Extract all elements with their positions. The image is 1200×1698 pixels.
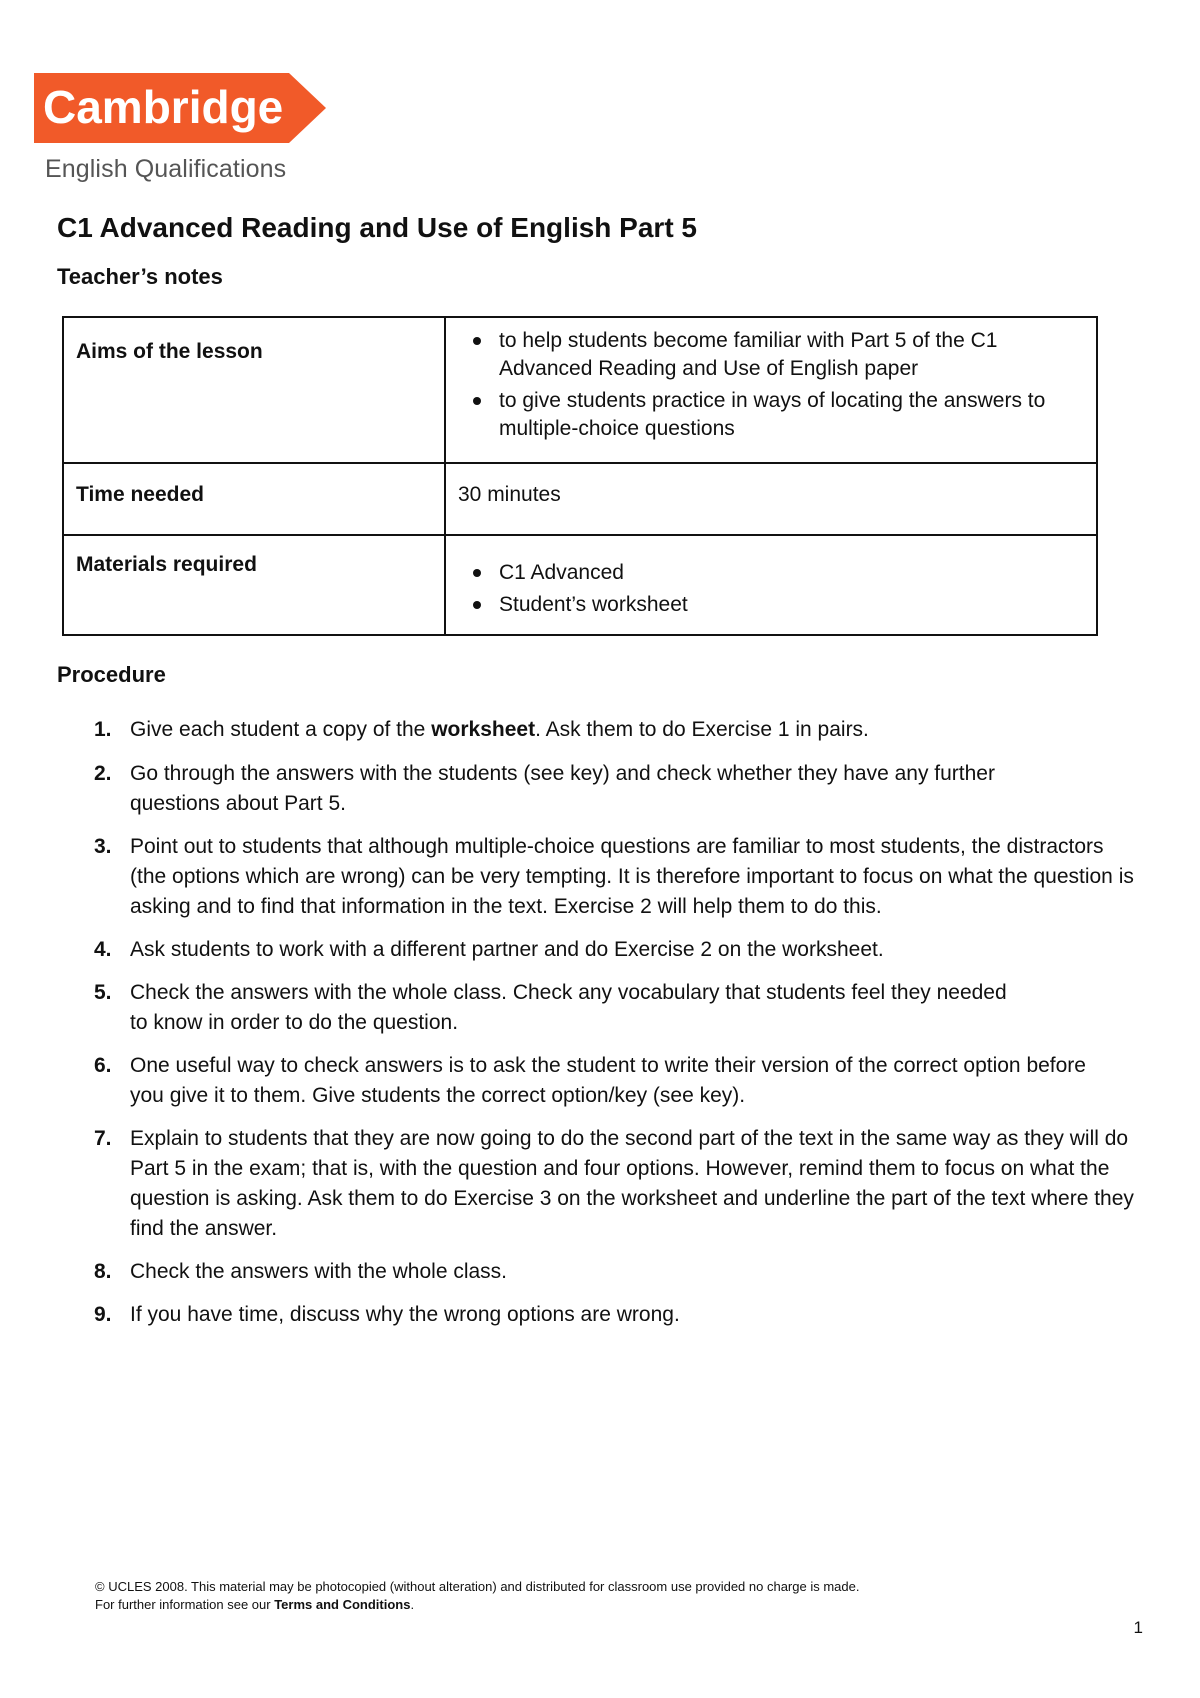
procedure-step: [0, 1124, 1200, 1244]
terms-suffix: .: [410, 1597, 415, 1612]
step-text: Check the answers with the whole class.: [130, 1260, 508, 1283]
terms-line: [95, 1596, 859, 1614]
step-text: One useful way to check answers is to ask the student to write their version of the correct option before you give it to them. Give students the correct option/key (see key).: [130, 1054, 1086, 1107]
procedure-step: [0, 935, 1200, 965]
step-text: . Ask them to do Exercise 1 in pairs.: [535, 718, 869, 741]
aims-list: [458, 327, 1084, 443]
materials-item: Student’s worksheet: [499, 591, 1084, 619]
time-row: [63, 463, 1097, 535]
procedure-step: [0, 978, 1200, 1038]
step-number: 9.: [94, 1303, 112, 1326]
aims-cell: [445, 317, 1097, 463]
step-bold-text: worksheet: [431, 718, 536, 741]
materials-label: Materials required: [63, 535, 445, 635]
copyright-text: © UCLES 2008. This material may be photocopied (without alteration) and distributed for classroom use provided no charge is made.: [95, 1579, 860, 1594]
page-number: 1: [1133, 1618, 1143, 1637]
terms-and-conditions-link[interactable]: Terms and Conditions: [274, 1597, 411, 1612]
procedure-step: [0, 1257, 1200, 1287]
step-text: Explain to students that they are now going to do the second part of the text in the same way as they will do Part 5 in the exam; that is, with the question and four options. However, remind them to focus on what the question is asking. Ask them to do Exercise 3 on the worksheet and underline the part of the text where they find the answer.: [130, 1127, 1134, 1240]
materials-list: [458, 559, 1084, 619]
cambridge-logo: [34, 73, 326, 143]
procedure-step: [0, 832, 1200, 922]
terms-prefix: For further information see our: [95, 1597, 275, 1612]
aims-row: [63, 317, 1097, 463]
aims-label: Aims of the lesson: [63, 317, 445, 463]
procedure-step: [0, 759, 1200, 819]
procedure-step: [0, 1300, 1200, 1330]
step-number: 2.: [94, 762, 112, 785]
procedure-heading: Procedure: [57, 662, 166, 687]
aims-item: to help students become familiar with Part 5 of the C1 Advanced Reading and Use of English paper: [499, 327, 1084, 383]
time-label: Time needed: [63, 463, 445, 535]
step-number: 1.: [94, 718, 112, 741]
logo-brand-text: Cambridge: [43, 81, 284, 133]
cambridge-logo-mark: [34, 73, 326, 143]
step-number: 7.: [94, 1127, 112, 1150]
materials-row: [63, 535, 1097, 635]
aims-item: to give students practice in ways of locating the answers to multiple-choice questions: [499, 387, 1084, 443]
materials-item: C1 Advanced: [499, 559, 1084, 587]
step-text: Go through the answers with the students (see key) and check whether they have any further questions about Part 5.: [130, 762, 995, 815]
procedure-list: [0, 715, 1200, 1343]
step-number: 4.: [94, 938, 112, 961]
step-text: Give each student a copy of the: [130, 718, 432, 741]
procedure-step: [0, 715, 1200, 745]
step-number: 8.: [94, 1260, 112, 1283]
document-title: C1 Advanced Reading and Use of English Part 5: [57, 212, 697, 243]
procedure-step: [0, 1051, 1200, 1111]
step-number: 5.: [94, 981, 112, 1004]
step-number: 3.: [94, 835, 112, 858]
step-text: Point out to students that although multiple-choice questions are familiar to most students, the distractors (the options which are wrong) can be very tempting. It is therefore important to focus on what the question is asking and to find that information in the text. Exercise 2 will help them to do this.: [130, 835, 1134, 918]
footer: [95, 1578, 859, 1614]
step-number: 6.: [94, 1054, 112, 1077]
time-value: 30 minutes: [445, 463, 1097, 535]
step-text: Ask students to work with a different partner and do Exercise 2 on the worksheet.: [130, 938, 884, 961]
lesson-info-table: [62, 316, 1098, 636]
document-subtitle: Teacher’s notes: [57, 264, 223, 289]
step-text: Check the answers with the whole class. Check any vocabulary that students feel they needed to know in order to do the question.: [130, 981, 1007, 1034]
materials-cell: [445, 535, 1097, 635]
step-text: If you have time, discuss why the wrong options are wrong.: [130, 1303, 680, 1326]
logo-subtitle: English Qualifications: [45, 155, 287, 183]
